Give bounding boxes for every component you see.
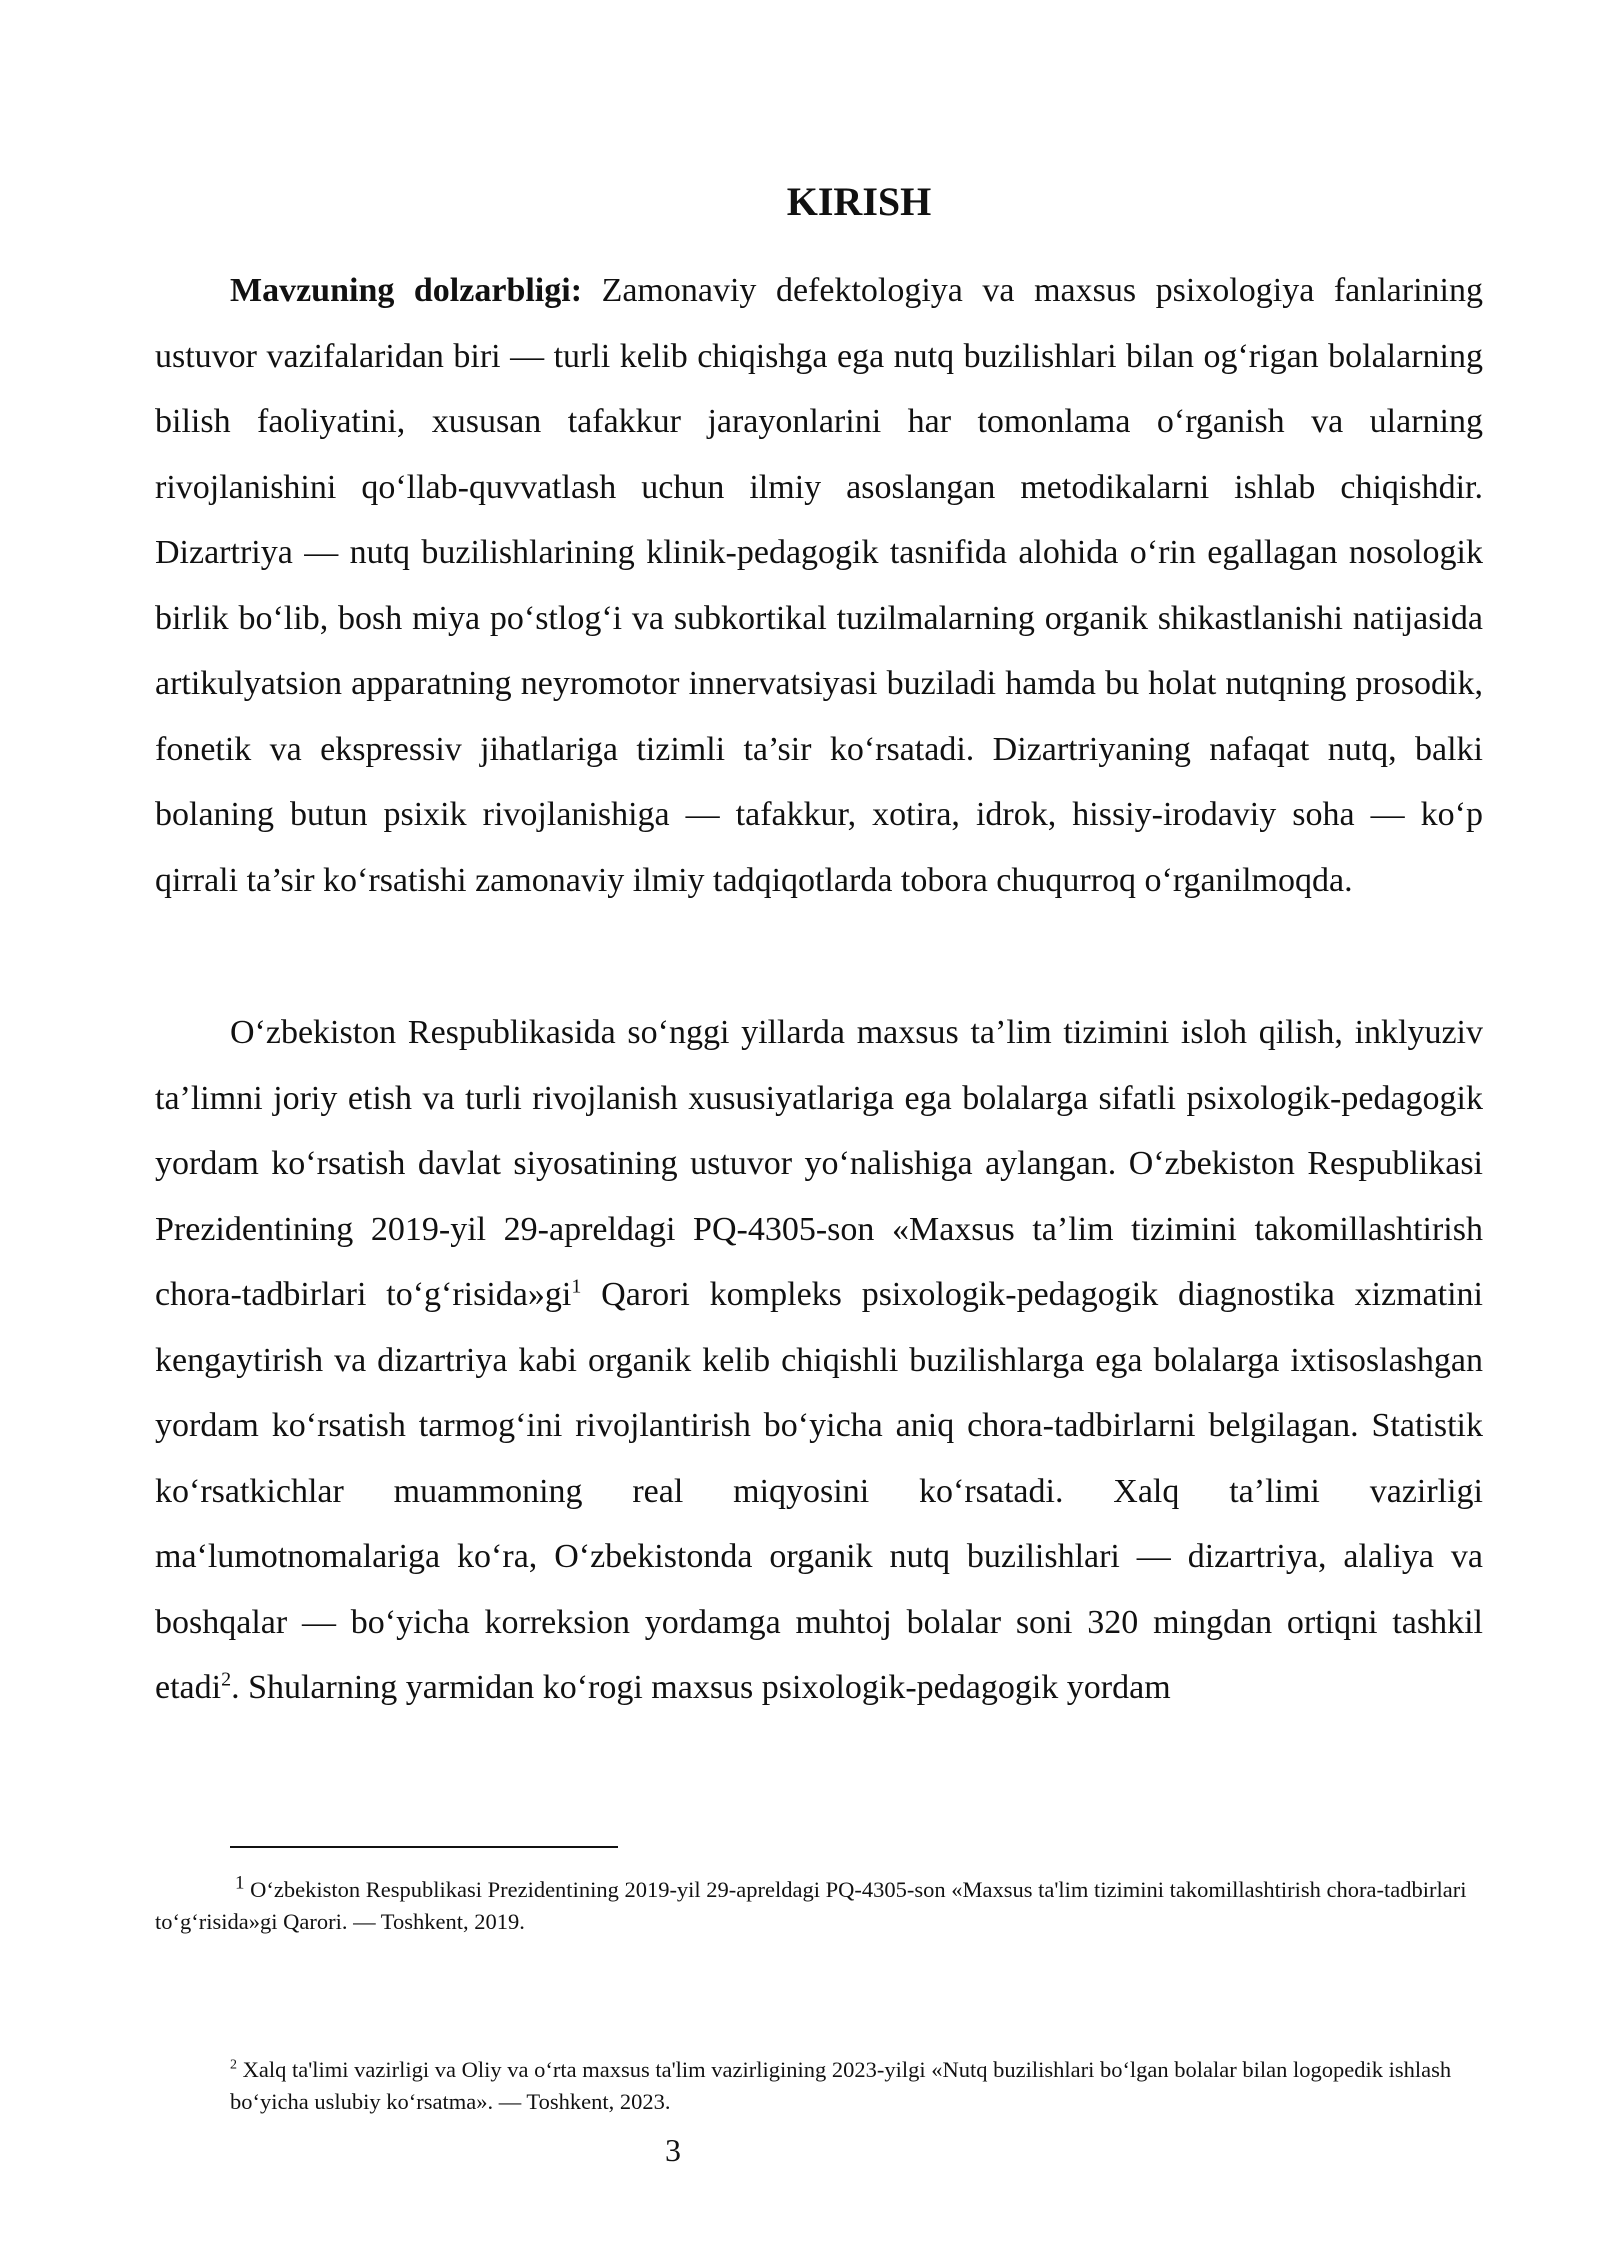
footnote: [155, 1874, 1485, 1938]
footnote-reference[interactable]: 1: [571, 1275, 582, 1298]
footnote-mark: 2: [230, 2057, 237, 2073]
page-number: 3: [665, 2132, 681, 2168]
paragraph-lead: Mavzuning dolzarbligi:: [230, 272, 583, 309]
footnote-separator: [230, 1846, 618, 1848]
page-title: KIRISH: [786, 179, 932, 224]
paragraph-text: Zamonaviy defektologiya va maxsus psixologiya fanlarining ustuvor vazifalaridan biri — turli kelib chiqishga ega nutq buzilishlari bilan og‘rigan bolalarning bilish faoliyatini, xususan tafakkur jarayonlarini har tomonlama o‘rganish va ularning rivojlanishini qo‘llab-quvvatlash uchun ilmiy asoslangan metodikalarni ishlab chiqishdir. Dizartriya — nutq buzilishlarining klinik-pedagogik tasnifida alohida o‘rin egallagan nosologik birlik bo‘lib, bosh miya po‘stlog‘i va subkortikal tuzilmalarning organik shikastlanishi natijasida artikulyatsion apparatning neyromotor innervatsiyasi buziladi hamda bu holat nutqning prosodik, fonetik va ekspressiv jihatlariga tizimli ta’sir ko‘rsatadi. Dizartriyaning nafaqat nutq, balki bolaning butun psixik rivojlanishiga — tafakkur, xotira, idrok, hissiy-irodaviy soha — ko‘p qirrali ta’sir ko‘rsatishi zamonaviy ilmiy tadqiqotlarda tobora chuqurroq o‘rganilmoqda.: [155, 272, 1483, 899]
body-paragraph: [155, 1000, 1483, 1721]
paragraph-text: Qarori kompleks psixologik-pedagogik diagnostika xizmatini kengaytirish va dizartriya kabi organik kelib chiqishli buzilishlarga ega bolalarga ixtisoslashgan yordam ko‘rsatish tarmog‘ini rivojlantirish bo‘yicha aniq chora-tadbirlarni belgilagan. Statistik ko‘rsatkichlar muammoning real miqyosini ko‘rsatadi. Xalq ta’limi vazirligi ma‘lumotnomalariga ko‘ra, O‘zbekistonda organik nutq buzilishlari — dizartriya, alaliya va boshqalar — bo‘yicha korreksion yordamga muhtoj bolalar soni 320 mingdan ortiqni tashkil etadi: [155, 1276, 1484, 1706]
footnote: [230, 2054, 1485, 2118]
paragraph-text: O‘zbekiston Respublikasida so‘nggi yillarda maxsus ta’lim tizimini isloh qilish, inklyuziv ta’limni joriy etish va turli rivojlanish xususiyatlariga ega bolalarga sifatli psixologik-pedagogik yordam ko‘rsatish davlat siyosatining ustuvor yo‘nalishiga aylangan. O‘zbekiston Respublikasi Prezidentining 2019-yil 29-apreldagi PQ-4305-son «Maxsus ta’lim tizimini takomillashtirish chora-tadbirlari to‘g‘risida»gi: [155, 1014, 1483, 1313]
footnote-text: O‘zbekiston Respublikasi Prezidentining 2019-yil 29-apreldagi PQ-4305-son «Maxsus ta'lim tizimini takomillashtirish chora-tadbirlari to‘g‘risida»gi Qarori. — Toshkent, 2019.: [155, 1877, 1467, 1934]
body-paragraph: [155, 258, 1483, 913]
footnote-reference[interactable]: 2: [221, 1668, 232, 1691]
footnote-text: Xalq ta'limi vazirligi va Oliy va o‘rta maxsus ta'lim vazirligining 2023-yilgi «Nutq buzilishlari bo‘lgan bolalar bilan logopedik ishlash bo‘yicha uslubiy ko‘rsatma». — Toshkent, 2023.: [230, 2057, 1452, 2114]
footnote-mark: 1: [235, 1872, 245, 1894]
paragraph-text: . Shularning yarmidan ko‘rogi maxsus psixologik-pedagogik yordam: [231, 1669, 1171, 1706]
